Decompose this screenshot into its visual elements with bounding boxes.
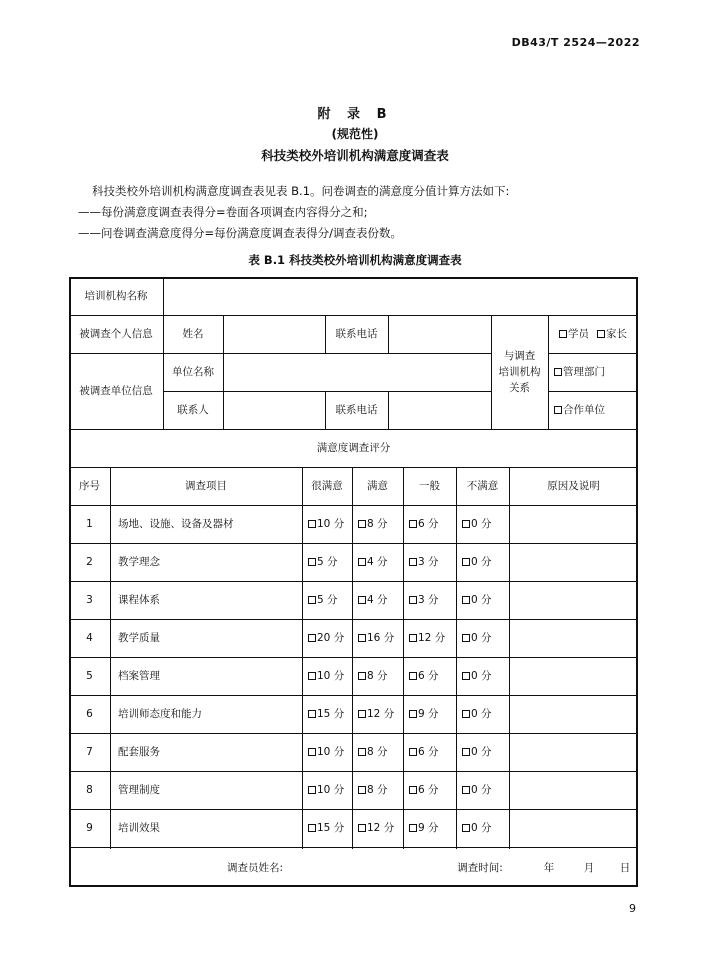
score-average: 6 分 bbox=[418, 783, 439, 796]
checkbox-icon[interactable] bbox=[358, 824, 366, 832]
checkbox-icon[interactable] bbox=[409, 558, 417, 566]
row-item: 场地、设施、设备及器材 bbox=[118, 517, 234, 530]
reason-field[interactable] bbox=[509, 809, 638, 847]
row-item: 档案管理 bbox=[118, 669, 160, 682]
checkbox-icon[interactable] bbox=[358, 520, 366, 528]
checkbox-icon[interactable] bbox=[358, 786, 366, 794]
survey-time-label: 调查时间: bbox=[457, 861, 503, 874]
score-average: 6 分 bbox=[418, 517, 439, 530]
checkbox-icon[interactable] bbox=[409, 634, 417, 642]
option-dept-cell bbox=[548, 353, 638, 391]
score-average-option[interactable] bbox=[403, 581, 456, 619]
row-number: 5 bbox=[86, 669, 93, 682]
score-satisfied-option[interactable] bbox=[352, 543, 403, 581]
checkbox-icon[interactable] bbox=[462, 672, 470, 680]
score-average: 12 分 bbox=[418, 631, 446, 644]
checkbox-icon[interactable] bbox=[308, 596, 316, 604]
row-item: 培训效果 bbox=[118, 821, 160, 834]
reason-field[interactable] bbox=[509, 543, 638, 581]
score-unsatisfied: 0 分 bbox=[471, 783, 492, 796]
score-average: 6 分 bbox=[418, 745, 439, 758]
paragraph-formula-2: ——问卷调查满意度得分=每份满意度调查表得分/调查表份数。 bbox=[78, 226, 403, 240]
score-very-satisfied: 15 分 bbox=[317, 821, 345, 834]
checkbox-icon[interactable] bbox=[409, 520, 417, 528]
score-satisfied-option[interactable] bbox=[352, 505, 403, 543]
unit-info-label: 被调查单位信息 bbox=[79, 384, 153, 397]
row-item: 管理制度 bbox=[118, 783, 160, 796]
score-unsatisfied-option[interactable] bbox=[456, 581, 509, 619]
col-header-item: 调查项目 bbox=[185, 479, 227, 492]
score-very-satisfied-option[interactable] bbox=[302, 505, 352, 543]
row-item: 教学质量 bbox=[118, 631, 160, 644]
checkbox-icon[interactable] bbox=[358, 710, 366, 718]
checkbox-icon[interactable] bbox=[409, 786, 417, 794]
org-name-field[interactable] bbox=[163, 277, 638, 315]
relation-label-line-1: 与调查 bbox=[503, 349, 536, 362]
surveyor-label: 调查员姓名: bbox=[226, 861, 284, 874]
page-number: 9 bbox=[629, 902, 636, 915]
score-satisfied: 12 分 bbox=[367, 821, 395, 834]
score-very-satisfied: 10 分 bbox=[317, 669, 345, 682]
score-average-option[interactable] bbox=[403, 543, 456, 581]
row-item: 培训师态度和能力 bbox=[118, 707, 202, 720]
score-very-satisfied: 20 分 bbox=[317, 631, 345, 644]
day-label: 日 bbox=[619, 861, 631, 874]
col-header-unsatisfied: 不满意 bbox=[466, 479, 499, 492]
score-unsatisfied: 0 分 bbox=[471, 631, 492, 644]
paragraph-intro: 科技类校外培训机构满意度调查表见表 B.1。问卷调查的满意度分值计算方法如下: bbox=[92, 184, 510, 198]
score-average: 9 分 bbox=[418, 821, 439, 834]
document-code: DB43/T 2524—2022 bbox=[511, 36, 640, 49]
checkbox-icon[interactable] bbox=[409, 710, 417, 718]
paragraph-formula-1: ——每份满意度调查表得分=卷面各项调查内容得分之和; bbox=[78, 205, 368, 219]
score-average: 6 分 bbox=[418, 669, 439, 682]
option-dept[interactable]: 管理部门 bbox=[554, 364, 605, 380]
checkbox-icon[interactable] bbox=[358, 558, 366, 566]
score-unsatisfied: 0 分 bbox=[471, 821, 492, 834]
org-name-label: 培训机构名称 bbox=[84, 289, 148, 302]
checkbox-icon[interactable] bbox=[462, 596, 470, 604]
score-very-satisfied-option[interactable] bbox=[302, 695, 352, 733]
row-number: 7 bbox=[86, 745, 93, 758]
score-satisfied-option[interactable] bbox=[352, 657, 403, 695]
appendix-type: (规范性) bbox=[331, 127, 379, 141]
row-item: 配套服务 bbox=[118, 745, 160, 758]
score-average-option[interactable] bbox=[403, 809, 456, 847]
year-label: 年 bbox=[543, 861, 555, 874]
reason-field[interactable] bbox=[509, 733, 638, 771]
score-satisfied: 8 分 bbox=[367, 745, 388, 758]
row-number: 9 bbox=[86, 821, 93, 834]
checkbox-icon[interactable] bbox=[462, 710, 470, 718]
reason-field[interactable] bbox=[509, 695, 638, 733]
score-average: 3 分 bbox=[418, 593, 439, 606]
score-average-option[interactable] bbox=[403, 657, 456, 695]
score-very-satisfied-option[interactable] bbox=[302, 581, 352, 619]
score-average-option[interactable] bbox=[403, 733, 456, 771]
reason-field[interactable] bbox=[509, 657, 638, 695]
row-number: 2 bbox=[86, 555, 93, 568]
checkbox-icon[interactable] bbox=[308, 634, 316, 642]
person-info-label: 被调查个人信息 bbox=[79, 327, 153, 340]
rating-title: 满意度调查评分 bbox=[316, 441, 391, 454]
unit-name-label: 单位名称 bbox=[172, 365, 214, 378]
reason-field[interactable] bbox=[509, 505, 638, 543]
relation-label-line-2: 培训机构 bbox=[498, 365, 541, 378]
row-number: 4 bbox=[86, 631, 93, 644]
score-very-satisfied: 10 分 bbox=[317, 783, 345, 796]
name-label: 姓名 bbox=[182, 327, 204, 340]
checkbox-icon[interactable] bbox=[358, 672, 366, 680]
checkbox-icon[interactable] bbox=[462, 520, 470, 528]
score-very-satisfied-option[interactable] bbox=[302, 809, 352, 847]
score-satisfied-option[interactable] bbox=[352, 695, 403, 733]
score-satisfied: 4 分 bbox=[367, 593, 388, 606]
row-item: 教学理念 bbox=[118, 555, 160, 568]
score-unsatisfied: 0 分 bbox=[471, 745, 492, 758]
score-satisfied: 8 分 bbox=[367, 669, 388, 682]
appendix-name: 科技类校外培训机构满意度调查表 bbox=[261, 148, 449, 163]
score-satisfied-option[interactable] bbox=[352, 733, 403, 771]
score-very-satisfied-option[interactable] bbox=[302, 543, 352, 581]
relation-options-person bbox=[548, 315, 638, 353]
score-average-option[interactable] bbox=[403, 771, 456, 809]
score-average: 9 分 bbox=[418, 707, 439, 720]
score-unsatisfied-option[interactable] bbox=[456, 505, 509, 543]
score-very-satisfied-option[interactable] bbox=[302, 771, 352, 809]
col-header-no: 序号 bbox=[79, 479, 100, 492]
score-unsatisfied-option[interactable] bbox=[456, 695, 509, 733]
option-parent[interactable]: 家长 bbox=[597, 326, 627, 342]
score-satisfied-option[interactable] bbox=[352, 809, 403, 847]
score-very-satisfied: 10 分 bbox=[317, 517, 345, 530]
score-average-option[interactable] bbox=[403, 505, 456, 543]
relation-label-line-3: 关系 bbox=[509, 382, 530, 395]
checkbox-icon[interactable] bbox=[462, 748, 470, 756]
row-number: 3 bbox=[86, 593, 93, 606]
col-header-very-satisfied: 很满意 bbox=[311, 479, 343, 492]
phone-label: 联系电话 bbox=[335, 327, 378, 340]
score-average: 3 分 bbox=[418, 555, 439, 568]
score-satisfied: 16 分 bbox=[367, 631, 395, 644]
score-satisfied-option[interactable] bbox=[352, 771, 403, 809]
score-very-satisfied: 10 分 bbox=[317, 745, 345, 758]
score-very-satisfied-option[interactable] bbox=[302, 619, 352, 657]
row-number: 1 bbox=[86, 517, 93, 530]
score-unsatisfied-option[interactable] bbox=[456, 619, 509, 657]
checkbox-icon[interactable] bbox=[462, 824, 470, 832]
option-partner[interactable]: 合作单位 bbox=[554, 402, 605, 418]
score-average-option[interactable] bbox=[403, 619, 456, 657]
score-satisfied: 8 分 bbox=[367, 783, 388, 796]
checkbox-icon[interactable] bbox=[554, 368, 562, 376]
checkbox-icon[interactable] bbox=[462, 558, 470, 566]
relation-label bbox=[491, 315, 548, 429]
contact-label: 联系人 bbox=[177, 403, 209, 416]
score-very-satisfied-option[interactable] bbox=[302, 733, 352, 771]
option-student[interactable]: 学员 bbox=[559, 326, 589, 342]
score-unsatisfied-option[interactable] bbox=[456, 657, 509, 695]
checkbox-icon[interactable] bbox=[308, 520, 316, 528]
table-title: 表 B.1 科技类校外培训机构满意度调查表 bbox=[248, 253, 462, 267]
checkbox-icon[interactable] bbox=[409, 672, 417, 680]
score-very-satisfied: 15 分 bbox=[317, 707, 345, 720]
score-unsatisfied-option[interactable] bbox=[456, 771, 509, 809]
checkbox-icon[interactable] bbox=[554, 406, 562, 414]
name-field[interactable] bbox=[223, 315, 325, 353]
phone-field[interactable] bbox=[388, 315, 491, 353]
appendix-title: 附 录 B bbox=[317, 107, 393, 122]
checkbox-icon[interactable] bbox=[308, 558, 316, 566]
score-very-satisfied-option[interactable] bbox=[302, 657, 352, 695]
month-label: 月 bbox=[583, 861, 595, 874]
unit-phone-field[interactable] bbox=[388, 391, 491, 429]
score-unsatisfied-option[interactable] bbox=[456, 543, 509, 581]
option-partner-cell bbox=[548, 391, 638, 429]
score-satisfied: 8 分 bbox=[367, 517, 388, 530]
score-unsatisfied: 0 分 bbox=[471, 517, 492, 530]
row-item: 课程体系 bbox=[118, 593, 160, 606]
score-satisfied: 12 分 bbox=[367, 707, 395, 720]
score-unsatisfied-option[interactable] bbox=[456, 809, 509, 847]
unit-phone-label: 联系电话 bbox=[335, 403, 378, 416]
score-satisfied-option[interactable] bbox=[352, 581, 403, 619]
reason-field[interactable] bbox=[509, 581, 638, 619]
checkbox-icon[interactable] bbox=[409, 748, 417, 756]
score-unsatisfied: 0 分 bbox=[471, 555, 492, 568]
checkbox-icon[interactable] bbox=[308, 672, 316, 680]
contact-field[interactable] bbox=[223, 391, 325, 429]
score-satisfied: 4 分 bbox=[367, 555, 388, 568]
checkbox-icon[interactable] bbox=[409, 596, 417, 604]
score-unsatisfied: 0 分 bbox=[471, 669, 492, 682]
score-average-option[interactable] bbox=[403, 695, 456, 733]
checkbox-icon[interactable] bbox=[559, 330, 567, 338]
checkbox-icon[interactable] bbox=[462, 634, 470, 642]
checkbox-icon[interactable] bbox=[358, 748, 366, 756]
row-number: 6 bbox=[86, 707, 93, 720]
checkbox-icon[interactable] bbox=[308, 748, 316, 756]
reason-field[interactable] bbox=[509, 619, 638, 657]
unit-name-field[interactable] bbox=[223, 353, 491, 391]
score-unsatisfied-option[interactable] bbox=[456, 733, 509, 771]
checkbox-icon[interactable] bbox=[308, 710, 316, 718]
checkbox-icon[interactable] bbox=[597, 330, 605, 338]
col-header-satisfied: 满意 bbox=[367, 479, 388, 492]
score-very-satisfied: 5 分 bbox=[317, 593, 338, 606]
checkbox-icon[interactable] bbox=[462, 786, 470, 794]
score-very-satisfied: 5 分 bbox=[317, 555, 338, 568]
checkbox-icon[interactable] bbox=[358, 596, 366, 604]
reason-field[interactable] bbox=[509, 771, 638, 809]
score-satisfied-option[interactable] bbox=[352, 619, 403, 657]
checkbox-icon[interactable] bbox=[358, 634, 366, 642]
checkbox-icon[interactable] bbox=[409, 824, 417, 832]
score-unsatisfied: 0 分 bbox=[471, 593, 492, 606]
col-header-reason: 原因及说明 bbox=[547, 479, 600, 492]
row-number: 8 bbox=[86, 783, 93, 796]
checkbox-icon[interactable] bbox=[308, 786, 316, 794]
grid-line bbox=[69, 847, 638, 848]
checkbox-icon[interactable] bbox=[308, 824, 316, 832]
col-header-average: 一般 bbox=[419, 479, 440, 492]
score-unsatisfied: 0 分 bbox=[471, 707, 492, 720]
